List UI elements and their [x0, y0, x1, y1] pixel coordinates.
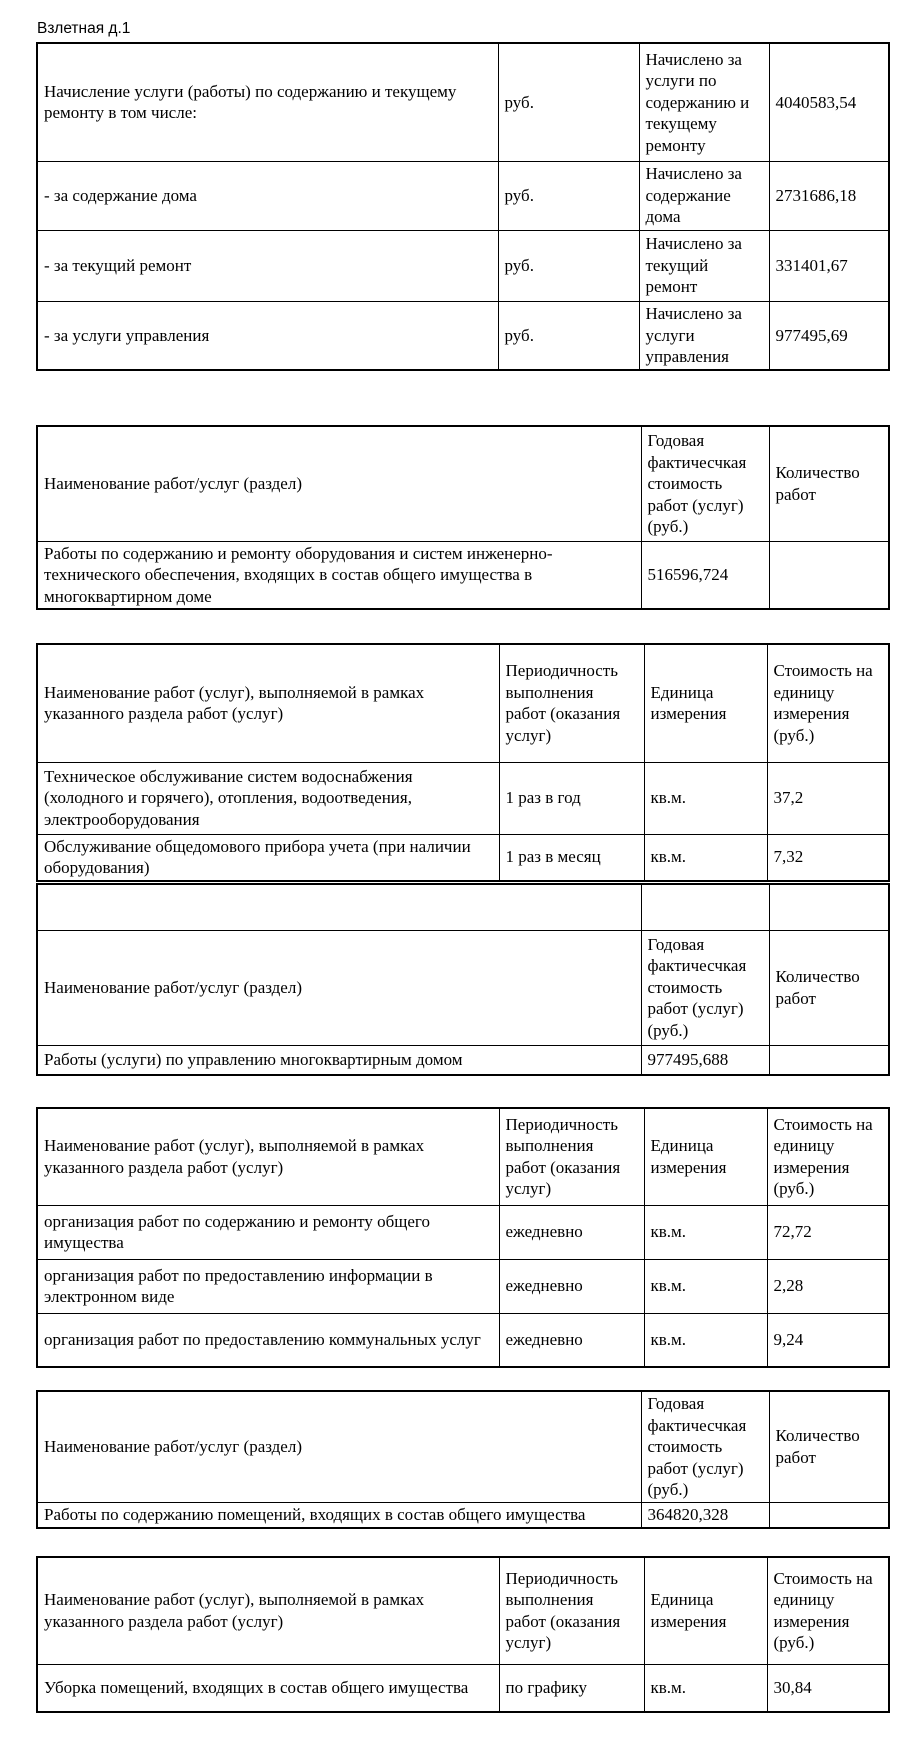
table-row [37, 43, 889, 161]
work-value: 9,24 [767, 1313, 889, 1367]
header-detail-cost: Стоимость на единицу измерения (руб.) [767, 1108, 889, 1205]
accrual-unit: руб. [498, 301, 639, 370]
work-value: 37,2 [767, 762, 889, 834]
header-detail-unit: Единица измерения [644, 644, 767, 762]
work-name: Обслуживание общедомового прибора учета (при наличии оборудования) [37, 834, 499, 881]
header-section-cost: Годовая фактичесчкая стоимость работ (услуг) (руб.) [641, 426, 769, 541]
header-section-cost: Годовая фактичесчкая стоимость работ (услуг) (руб.) [641, 1391, 769, 1502]
table-spacer-row [37, 884, 889, 930]
table-row [37, 301, 889, 370]
accrual-label: Начислено за содержание дома [639, 161, 769, 230]
section-cost: 364820,328 [641, 1502, 769, 1528]
section-name: Работы по содержанию помещений, входящих в состав общего имущества [37, 1502, 641, 1528]
work-unit: кв.м. [644, 834, 767, 881]
accrual-name: - за содержание дома [37, 161, 498, 230]
table-row [37, 1045, 889, 1075]
work-unit: кв.м. [644, 1259, 767, 1313]
work-unit: кв.м. [644, 1664, 767, 1712]
accrual-name: - за текущий ремонт [37, 230, 498, 301]
section-cost: 977495,688 [641, 1045, 769, 1075]
work-name: Уборка помещений, входящих в состав общего имущества [37, 1664, 499, 1712]
accrual-label: Начислено за текущий ремонт [639, 230, 769, 301]
work-value: 30,84 [767, 1664, 889, 1712]
work-name: организация работ по предоставлению информации в электронном виде [37, 1259, 499, 1313]
header-section-name: Наименование работ/услуг (раздел) [37, 1391, 641, 1502]
section-qty-empty [769, 1502, 889, 1528]
header-detail-name: Наименование работ (услуг), выполняемой в рамках указанного раздела работ (услуг) [37, 1108, 499, 1205]
work-period: ежедневно [499, 1313, 644, 1367]
table-row [37, 1313, 889, 1367]
table-row [37, 1664, 889, 1712]
section-summary-table-equipment [36, 425, 890, 610]
section-summary-table-premises [36, 1390, 890, 1529]
table-row [37, 230, 889, 301]
header-section-qty: Количество работ [769, 426, 889, 541]
table-row [37, 834, 889, 881]
header-section-qty: Количество работ [769, 930, 889, 1045]
accrual-label: Начислено за услуги по содержанию и текущему ремонту [639, 43, 769, 161]
section-name: Работы (услуги) по управлению многоквартирным домом [37, 1045, 641, 1075]
section-qty-empty [769, 541, 889, 609]
empty-cell [769, 884, 889, 930]
header-detail-unit: Единица измерения [644, 1557, 767, 1664]
header-detail-period: Периодичность выполнения работ (оказания услуг) [499, 1108, 644, 1205]
header-detail-name: Наименование работ (услуг), выполняемой в рамках указанного раздела работ (услуг) [37, 1557, 499, 1664]
work-period: ежедневно [499, 1205, 644, 1259]
section-cost: 516596,724 [641, 541, 769, 609]
work-name: организация работ по предоставлению коммунальных услуг [37, 1313, 499, 1367]
section-qty-empty [769, 1045, 889, 1075]
table-row [37, 1205, 889, 1259]
empty-cell [641, 884, 769, 930]
accrual-name: - за услуги управления [37, 301, 498, 370]
detail-table-premises [36, 1556, 890, 1713]
section-name: Работы по содержанию и ремонту оборудования и систем инженерно-технического обеспечения, входящих в состав общего имущества в многоквартирном доме [37, 541, 641, 609]
work-value: 7,32 [767, 834, 889, 881]
table-header-row [37, 1557, 889, 1664]
table-header-row [37, 1391, 889, 1502]
table-row [37, 1259, 889, 1313]
work-unit: кв.м. [644, 762, 767, 834]
accrual-unit: руб. [498, 43, 639, 161]
empty-cell [37, 884, 641, 930]
work-period: по графику [499, 1664, 644, 1712]
work-period: 1 раз в месяц [499, 834, 644, 881]
work-value: 2,28 [767, 1259, 889, 1313]
accrual-label: Начислено за услуги управления [639, 301, 769, 370]
table-row [37, 161, 889, 230]
accrual-value: 331401,67 [769, 230, 889, 301]
work-name: Техническое обслуживание систем водоснабжения (холодного и горячего), отопления, водоотведения, электрооборудования [37, 762, 499, 834]
work-unit: кв.м. [644, 1205, 767, 1259]
table-header-row [37, 644, 889, 762]
header-section-qty: Количество работ [769, 1391, 889, 1502]
accrual-value: 977495,69 [769, 301, 889, 370]
header-detail-cost: Стоимость на единицу измерения (руб.) [767, 1557, 889, 1664]
header-detail-name: Наименование работ (услуг), выполняемой в рамках указанного раздела работ (услуг) [37, 644, 499, 762]
work-value: 72,72 [767, 1205, 889, 1259]
accrual-unit: руб. [498, 230, 639, 301]
accruals-table [36, 42, 890, 371]
accrual-value: 4040583,54 [769, 43, 889, 161]
accrual-unit: руб. [498, 161, 639, 230]
detail-table-equipment [36, 643, 890, 882]
section-summary-table-management [36, 883, 890, 1076]
table-row [37, 541, 889, 609]
header-detail-period: Периодичность выполнения работ (оказания услуг) [499, 644, 644, 762]
work-period: 1 раз в год [499, 762, 644, 834]
table-header-row [37, 930, 889, 1045]
accrual-value: 2731686,18 [769, 161, 889, 230]
table-header-row [37, 426, 889, 541]
table-row [37, 1502, 889, 1528]
work-name: организация работ по содержанию и ремонту общего имущества [37, 1205, 499, 1259]
detail-table-management [36, 1107, 890, 1368]
header-detail-period: Периодичность выполнения работ (оказания услуг) [499, 1557, 644, 1664]
header-detail-unit: Единица измерения [644, 1108, 767, 1205]
header-detail-cost: Стоимость на единицу измерения (руб.) [767, 644, 889, 762]
header-section-cost: Годовая фактичесчкая стоимость работ (услуг) (руб.) [641, 930, 769, 1045]
table-row [37, 762, 889, 834]
work-period: ежедневно [499, 1259, 644, 1313]
table-header-row [37, 1108, 889, 1205]
accrual-name: Начисление услуги (работы) по содержанию и текущему ремонту в том числе: [37, 43, 498, 161]
header-section-name: Наименование работ/услуг (раздел) [37, 426, 641, 541]
work-unit: кв.м. [644, 1313, 767, 1367]
header-section-name: Наименование работ/услуг (раздел) [37, 930, 641, 1045]
document-title: Взлетная д.1 [37, 20, 131, 37]
